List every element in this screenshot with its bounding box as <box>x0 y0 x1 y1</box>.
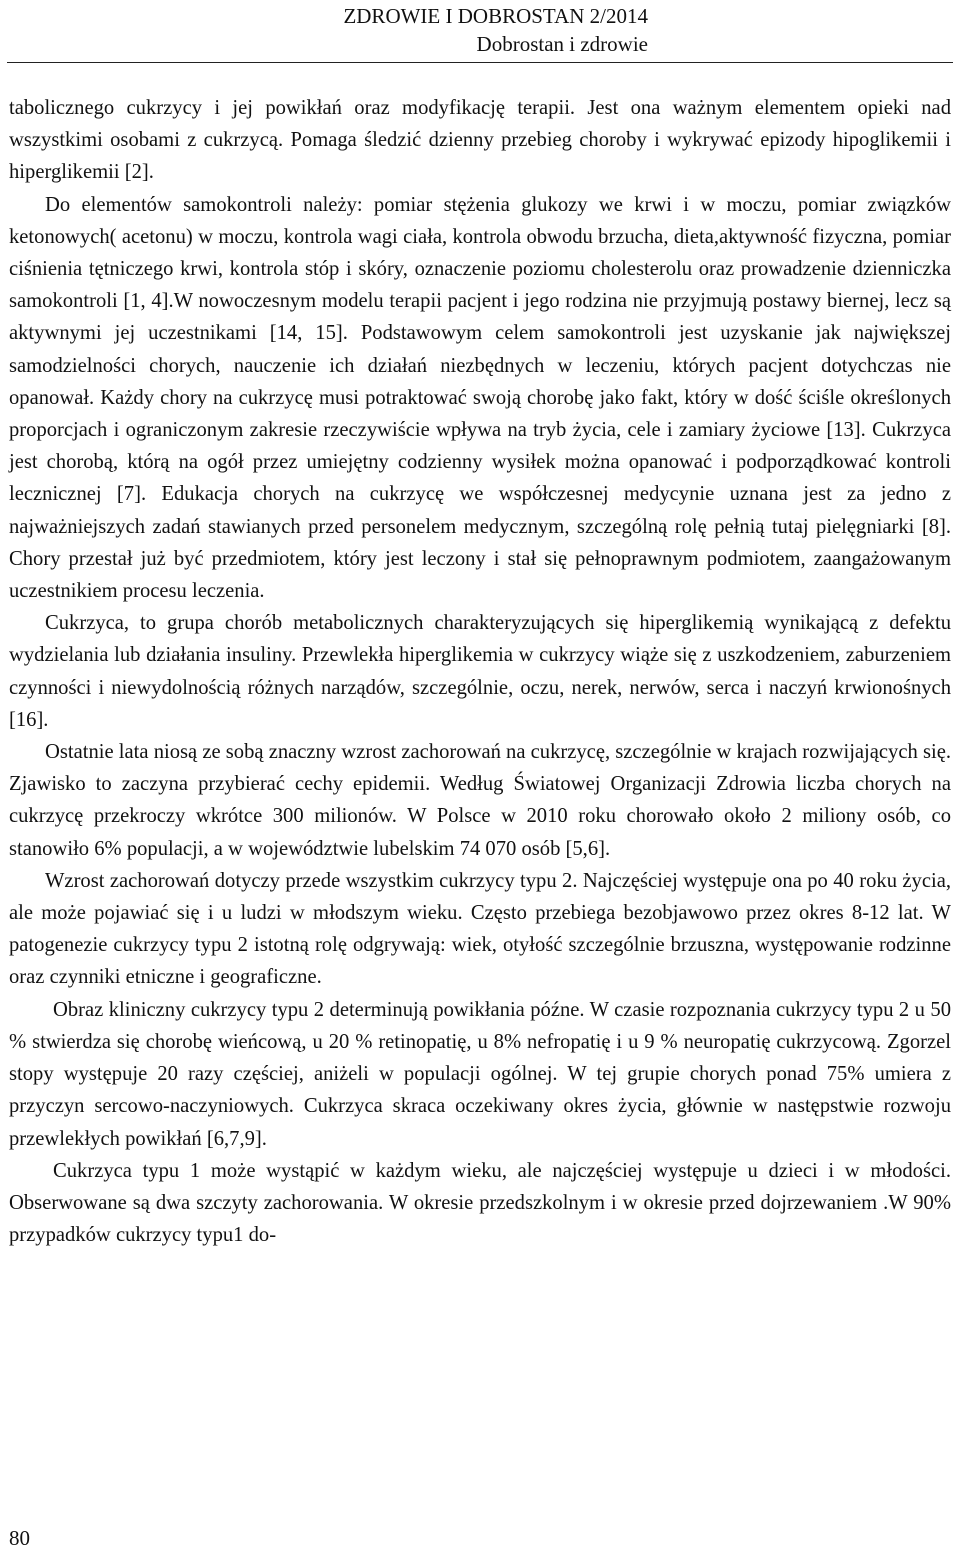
paragraph-complications: Obraz kliniczny cukrzycy typu 2 determinują powikłania późne. W czasie rozpoznania cukrzycy typu 2 u 50 % stwierdza się chorobę wieńcową, u 20 % retinopatię, u 8% nefropatię i u 9 % neuropatię cukrzycową. Zgorzel stopy występuje 20 razy częściej, aniżeli w populacji ogólnej. W tej grupie chorych ponad 75% umiera z przyczyn sercowo-naczyniowych. Cukrzyca skraca oczekiwany okres życia, głównie w następstwie rozwoju przewlekłych powikłań [6,7,9]. <box>9 998 951 1150</box>
article-body <box>9 92 951 1251</box>
paragraph-type1: Cukrzyca typu 1 może wystąpić w każdym wieku, ale najczęściej występuje u dzieci i w młodości. Obserwowane są dwa szczyty zachorowania. W okresie przedszkolnym i w okresie przed dojrzewaniem .W 90% przypadków cukrzycy typu1 do- <box>9 1159 951 1247</box>
header-rule <box>7 62 953 63</box>
journal-title: ZDROWIE I DOBROSTAN 2/2014 <box>343 4 648 28</box>
page-number: 80 <box>9 1526 30 1550</box>
paragraph-self-control: Do elementów samokontroli należy: pomiar stężenia glukozy we krwi i w moczu, pomiar związków ketonowych( acetonu) w moczu, kontrola wagi ciała, kontrola obwodu brzucha, dieta,aktywność fizyczna, pomiar ciśnienia tętniczego krwi, kontrola stóp i skóry, oznaczenie poziomu cholesterolu oraz prowadzenie dzienniczka samokontroli [1, 4].W nowoczesnym modelu terapii pacjent i jego rodzina nie przyjmują postawy biernej, lecz są aktywnymi jej uczestnikami [14, 15]. Podstawowym celem samokontroli jest uzyskanie jak największej samodzielności chorych, nauczenie ich działań niezbędnych w leczeniu, których pacjent dotychczas nie opanował. Każdy chory na cukrzycę musi potraktować swoją chorobę jako fakt, który w dość ściśle określonych proporcjach i ograniczonym zakresie rzeczywiście wpływa na tryb życia, cele i zamiary życiowe [13]. Cukrzyca jest chorobą, którą na ogół przez umiejętny codzienny wysiłek można opanować i podporządkować kontroli lecznicznej [7]. Edukacja chorych na cukrzycę we współczesnej medycynie uznana jest za jedno z najważniejszych zadań stawianych przed personelem medycznym, szczególną rolę pełnią tutaj pielęgniarki [8]. Chory przestał już być przedmiotem, który jest leczony i stał się pełnoprawnym podmiotem, zaangażowanym uczestnikiem procesu leczenia. <box>9 193 951 603</box>
paragraph-continued: tabolicznego cukrzycy i jej powikłań oraz modyfikację terapii. Jest ona ważnym elementem opieki nad wszystkimi osobami z cukrzycą. Pomaga śledzić dzienny przebieg choroby i wykrywać epizody hipoglikemii i hiperglikemii [2]. <box>9 97 951 184</box>
paragraph-definition: Cukrzyca, to grupa chorób metabolicznych charakteryzujących się hiperglikemią wynikającą z defektu wydzielania lub działania insuliny. Przewlekła hiperglikemia w cukrzycy wiąże się z uszkodzeniem, zaburzeniem czynności i niewydolnością różnych narządów, szczególnie, oczu, nerek, nerwów, serca i naczyń krwionośnych [16]. <box>9 612 951 731</box>
paragraph-epidemiology: Ostatnie lata niosą ze sobą znaczny wzrost zachorowań na cukrzycę, szczególnie w krajach rozwijających się. Zjawisko to zaczyna przybierać cechy epidemii. Według Światowej Organizacji Zdrowia liczba chorych na cukrzycę przekroczy wkrótce 300 milionów. W Polsce w 2010 roku chorowało około 2 miliony osób, co stanowiło 6% populacji, a w województwie lubelskim 74 070 osób [5,6]. <box>9 741 951 860</box>
paragraph-type2: Wzrost zachorowań dotyczy przede wszystkim cukrzycy typu 2. Najczęściej występuje ona po 40 roku życia, ale może pojawiać się i u ludzi w młodszym wieku. Często przebiega bezobjawowo przez okres 8-12 lat. W patogenezie cukrzycy typu 2 istotną rolę odgrywają: wiek, otyłość szczególnie brzuszna, występowanie rodzinne oraz czynniki etniczne i geograficzne. <box>9 869 951 989</box>
section-title: Dobrostan i zdrowie <box>476 32 648 56</box>
running-head <box>248 0 648 58</box>
